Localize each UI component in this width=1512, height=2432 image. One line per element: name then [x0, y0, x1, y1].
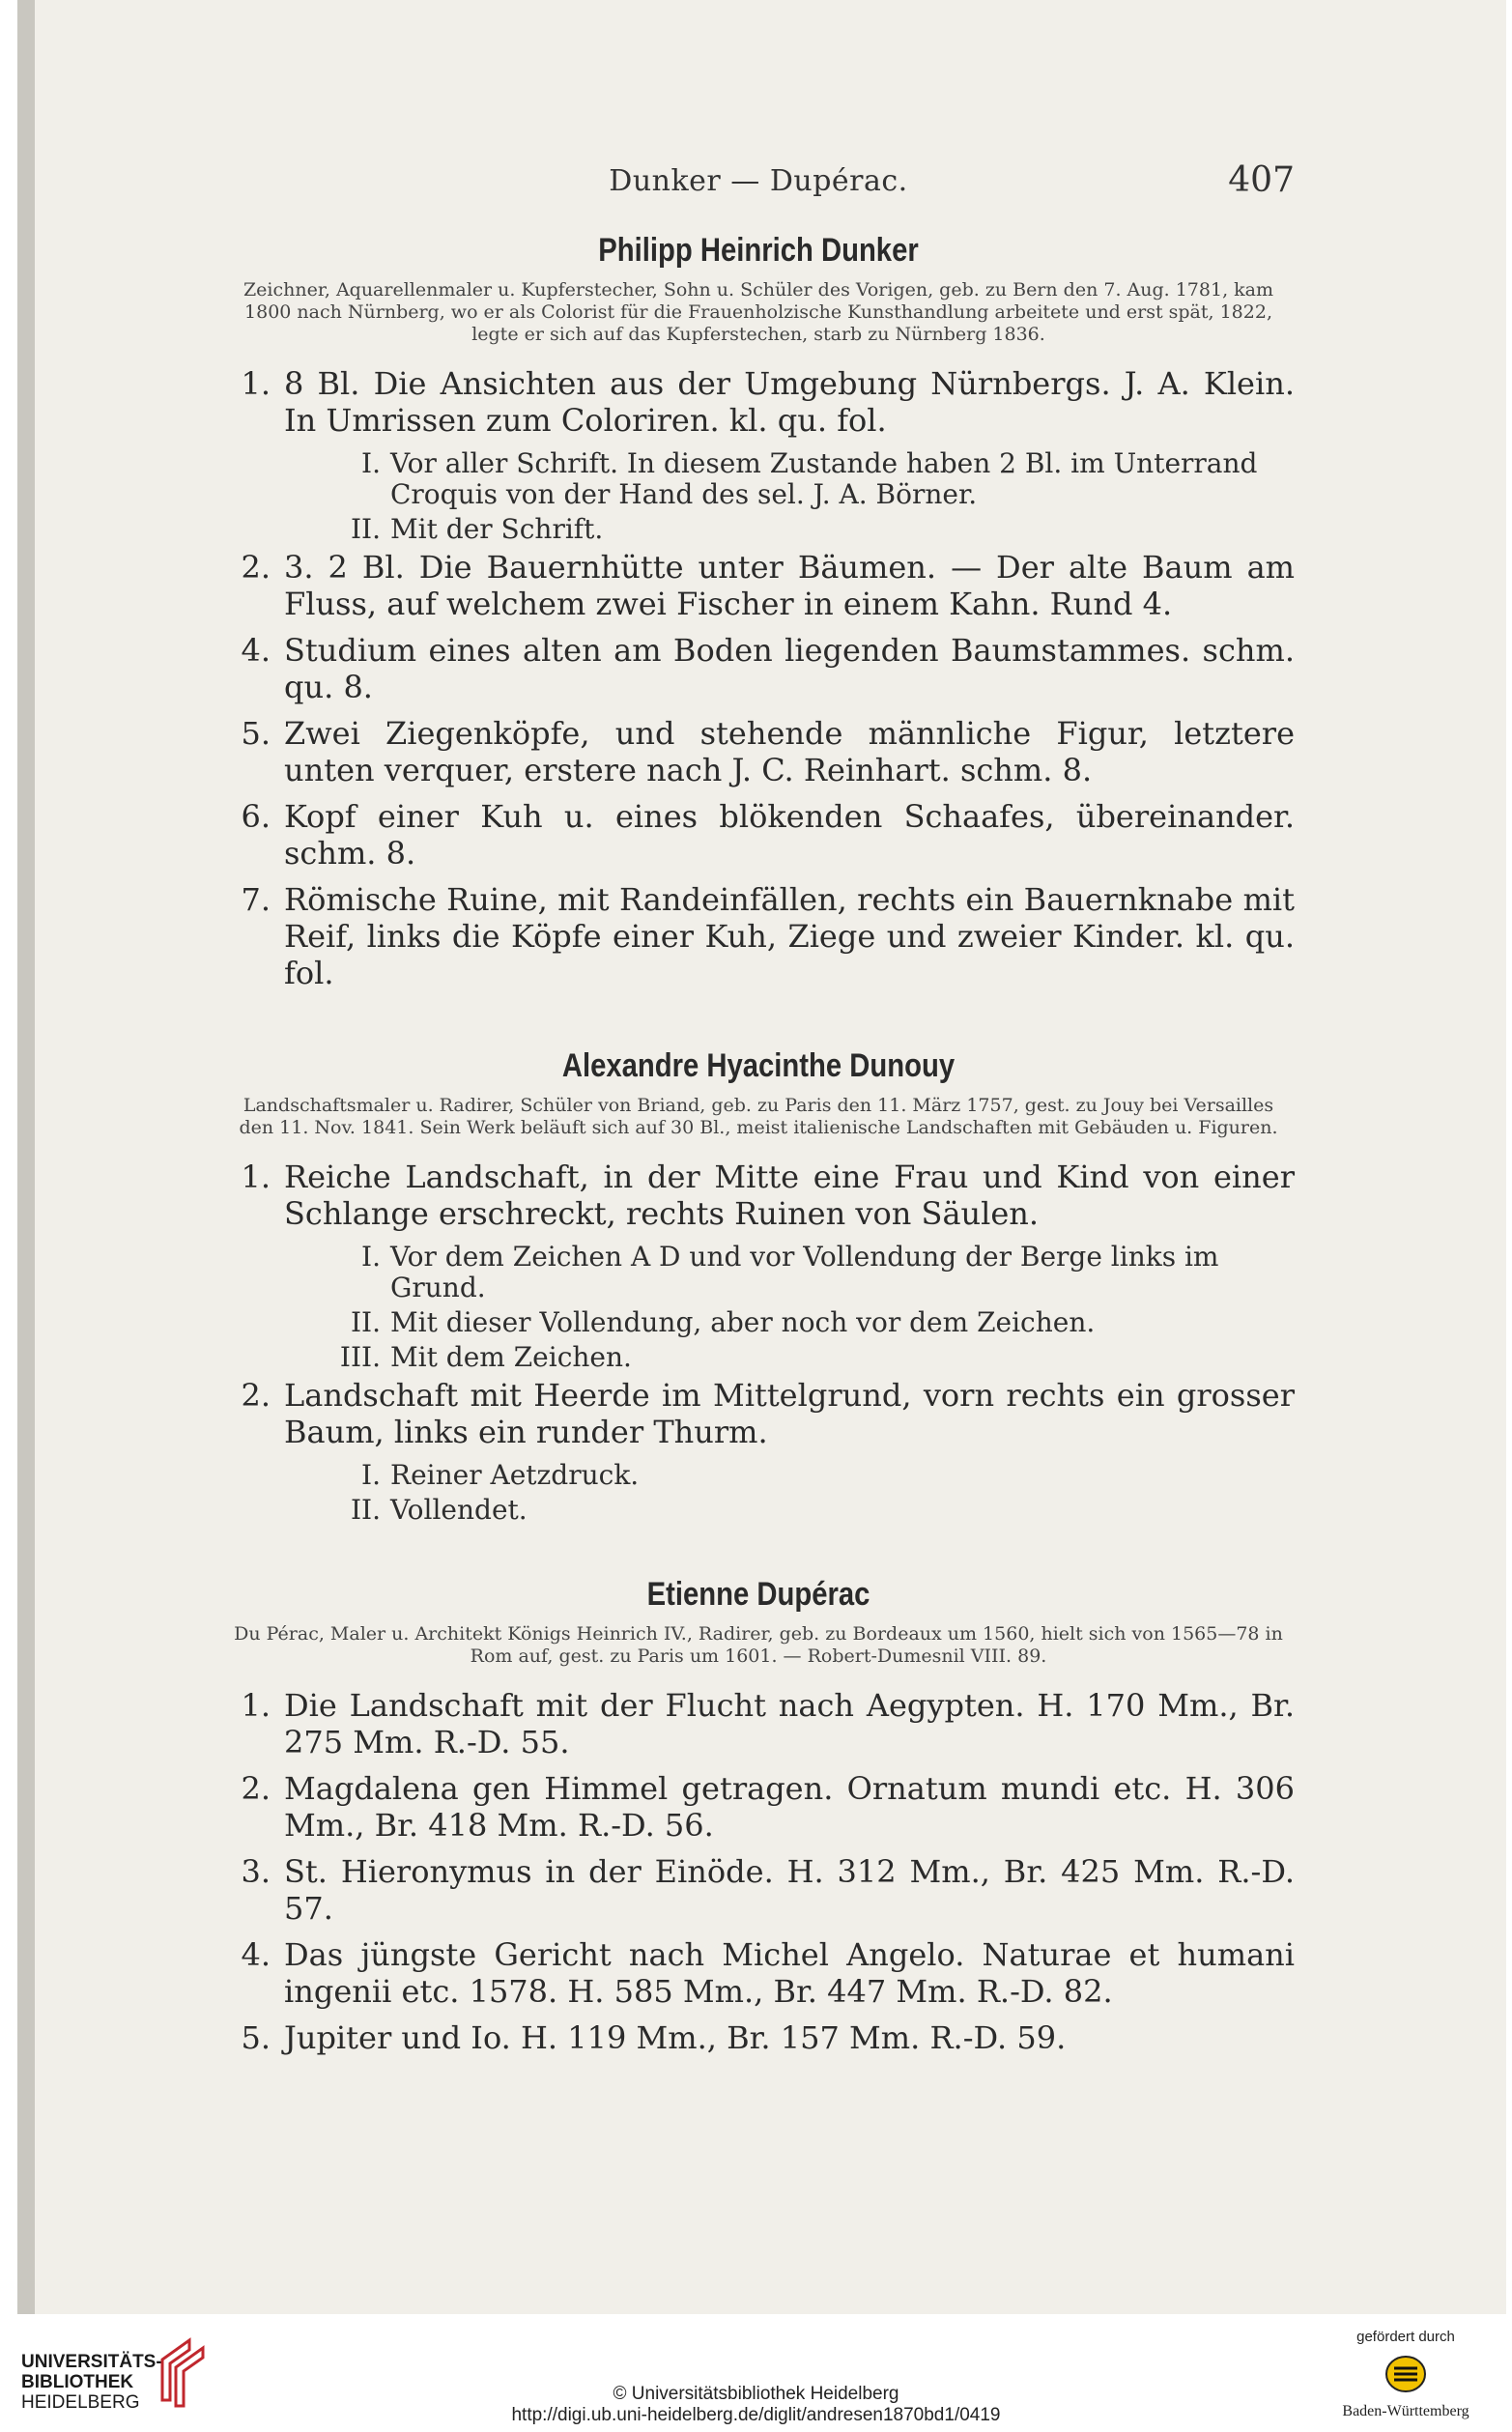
entry-number: 2. [241, 549, 271, 586]
artist-biography: Du Pérac, Maler u. Architekt Königs Heinrich IV., Radirer, geb. zu Bordeaux um 1560, hielt sich von 1565—78 in Rom auf, gest. zu Paris um 1601. — Robert-Dumesnil VIII. 89. [234, 1623, 1283, 1667]
catalog-entry [222, 632, 1295, 705]
state-text: Vollendet. [390, 1494, 528, 1526]
state-number: II. [350, 1306, 381, 1338]
state-text: Mit der Schrift. [390, 513, 604, 545]
entry-number: 6. [241, 798, 271, 835]
entry-text: Das jüngste Gericht nach Michel Angelo. Naturae et humani ingenii etc. 1578. H. 585 Mm., Br. 447 Mm. R.-D. 82. [284, 1936, 1295, 2010]
artist-biography: Zeichner, Aquarellenmaler u. Kupferstecher, Sohn u. Schüler des Vorigen, geb. zu Bern den 7. Aug. 1781, kam 1800 nach Nürnberg, wo er als Colorist für die Frauenholzische Kunsthandlung arbeitete und erst spät, 1822, legte er sich auf das Kupferstechen, starb zu Nürnberg 1836. [242, 279, 1274, 345]
catalog-entry [222, 365, 1295, 439]
artist-heading: Alexandre Hyacinthe Dunouy [561, 1047, 956, 1084]
copyright-text: © Universitätsbibliothek Heidelberg [613, 2384, 899, 2404]
sponsor-block [1324, 2329, 1488, 2420]
artist-section [222, 1576, 1295, 2056]
print-state [222, 1242, 1295, 1303]
print-state [222, 448, 1295, 510]
artist-section [222, 232, 1295, 991]
state-text: Vor dem Zeichen A D und vor Vollendung der Berge links im Grund. [390, 1241, 1219, 1303]
catalog-entry [222, 549, 1295, 622]
catalog-entry [222, 1936, 1295, 2010]
entry-text: Magdalena gen Himmel getragen. Ornatum mundi etc. H. 306 Mm., Br. 418 Mm. R.-D. 56. [284, 1770, 1295, 1844]
print-state [222, 1495, 1295, 1526]
state-text: Mit dieser Vollendung, aber noch vor dem Zeichen. [390, 1306, 1096, 1338]
entry-number: 1. [241, 365, 271, 402]
artist-biography: Landschaftsmaler u. Radirer, Schüler von Briand, geb. zu Paris den 11. März 1757, gest. zu Jouy bei Versailles den 11. Nov. 1841. Sein Werk beläuft sich auf 30 Bl., meist italienische Landschaften mit Gebäuden u. Figuren. [239, 1095, 1278, 1138]
state-number: I. [361, 447, 381, 479]
entry-number: 2. [241, 1770, 271, 1807]
state-text: Vor aller Schrift. In diesem Zustande haben 2 Bl. im Unterrand Croquis von der Hand des sel. J. A. Börner. [390, 447, 1258, 510]
catalog-entry [222, 2019, 1295, 2056]
catalog-entry [222, 1687, 1295, 1760]
catalog-entries [222, 365, 1295, 991]
page-edge [17, 0, 35, 2314]
source-url[interactable]: http://digi.ub.uni-heidelberg.de/diglit/andresen1870bd1/0419 [511, 2405, 1001, 2425]
catalog-sections [222, 232, 1295, 2066]
entry-number: 3. [241, 1853, 271, 1890]
entry-number: 5. [241, 2019, 271, 2056]
artist-heading: Philipp Heinrich Dunker [598, 232, 919, 269]
entry-text: Reiche Landschaft, in der Mitte eine Frau und Kind von einer Schlange erschreckt, rechts Ruinen von Säulen. [284, 1159, 1295, 1232]
catalog-entry [222, 1853, 1295, 1927]
library-name-line1: UNIVERSITÄTS- [21, 2352, 162, 2372]
sponsor-name: Baden-Württemberg [1342, 2403, 1469, 2419]
state-coat-of-arms-icon [1384, 2353, 1427, 2395]
print-state [222, 1342, 1295, 1373]
entry-number: 4. [241, 632, 271, 669]
running-head-title: Dunker — Dupérac. [609, 164, 908, 198]
entry-number: 1. [241, 1687, 271, 1724]
library-name-line3: HEIDELBERG [21, 2392, 140, 2413]
entry-number: 7. [241, 881, 271, 918]
entry-text: Zwei Ziegenköpfe, und stehende männliche Figur, letztere unten verquer, erstere nach J. C. Reinhart. schm. 8. [284, 715, 1295, 788]
state-text: Reiner Aetzdruck. [390, 1459, 640, 1491]
entry-text: 8 Bl. Die Ansichten aus der Umgebung Nürnbergs. J. A. Klein. In Umrissen zum Coloriren. kl. qu. fol. [284, 365, 1295, 439]
entry-text: Studium eines alten am Boden liegenden Baumstammes. schm. qu. 8. [284, 632, 1295, 705]
state-number: I. [361, 1241, 381, 1273]
library-name-line2: BIBLIOTHEK [21, 2372, 134, 2392]
catalog-entry [222, 1159, 1295, 1232]
entry-text: 3. 2 Bl. Die Bauernhütte unter Bäumen. — Der alte Baum am Fluss, auf welchem zwei Fischer in einem Kahn. Rund 4. [284, 549, 1295, 622]
entry-text: Die Landschaft mit der Flucht nach Aegypten. H. 170 Mm., Br. 275 Mm. R.-D. 55. [284, 1687, 1295, 1760]
state-number: II. [350, 513, 381, 545]
state-number: II. [350, 1494, 381, 1526]
state-number: III. [339, 1341, 381, 1373]
catalog-entry [222, 1377, 1295, 1450]
entry-number: 1. [241, 1159, 271, 1195]
catalog-entries [222, 1159, 1295, 1526]
scanned-page [17, 0, 1506, 2314]
print-state [222, 514, 1295, 545]
copyright-block [0, 2384, 1512, 2426]
catalog-entry [222, 715, 1295, 788]
entry-text: Kopf einer Kuh u. eines blökenden Schaafes, übereinander. schm. 8. [284, 798, 1295, 872]
print-state [222, 1460, 1295, 1491]
sponsor-label: gefördert durch [1356, 2329, 1455, 2345]
entry-text: Römische Ruine, mit Randeinfällen, rechts ein Bauernknabe mit Reif, links die Köpfe einer Kuh, Ziege und zweier Kinder. kl. qu. fol. [284, 881, 1295, 991]
entry-text: Jupiter und Io. H. 119 Mm., Br. 157 Mm. R.-D. 59. [284, 2019, 1067, 2056]
catalog-entry [222, 881, 1295, 991]
catalog-entry [222, 798, 1295, 872]
entry-number: 4. [241, 1936, 271, 1973]
state-text: Mit dem Zeichen. [390, 1341, 632, 1373]
catalog-entry [222, 1770, 1295, 1844]
entry-number: 2. [241, 1377, 271, 1414]
artist-section [222, 1047, 1295, 1526]
running-head [222, 160, 1295, 213]
state-number: I. [361, 1459, 381, 1491]
catalog-entries [222, 1687, 1295, 2056]
entry-number: 5. [241, 715, 271, 752]
artist-heading: Etienne Dupérac [646, 1576, 870, 1613]
entry-text: Landschaft mit Heerde im Mittelgrund, vorn rechts ein grosser Baum, links ein runder Thurm. [284, 1377, 1295, 1450]
page-number: 407 [1228, 160, 1295, 200]
print-state [222, 1307, 1295, 1338]
entry-text: St. Hieronymus in der Einöde. H. 312 Mm., Br. 425 Mm. R.-D. 57. [284, 1853, 1295, 1927]
